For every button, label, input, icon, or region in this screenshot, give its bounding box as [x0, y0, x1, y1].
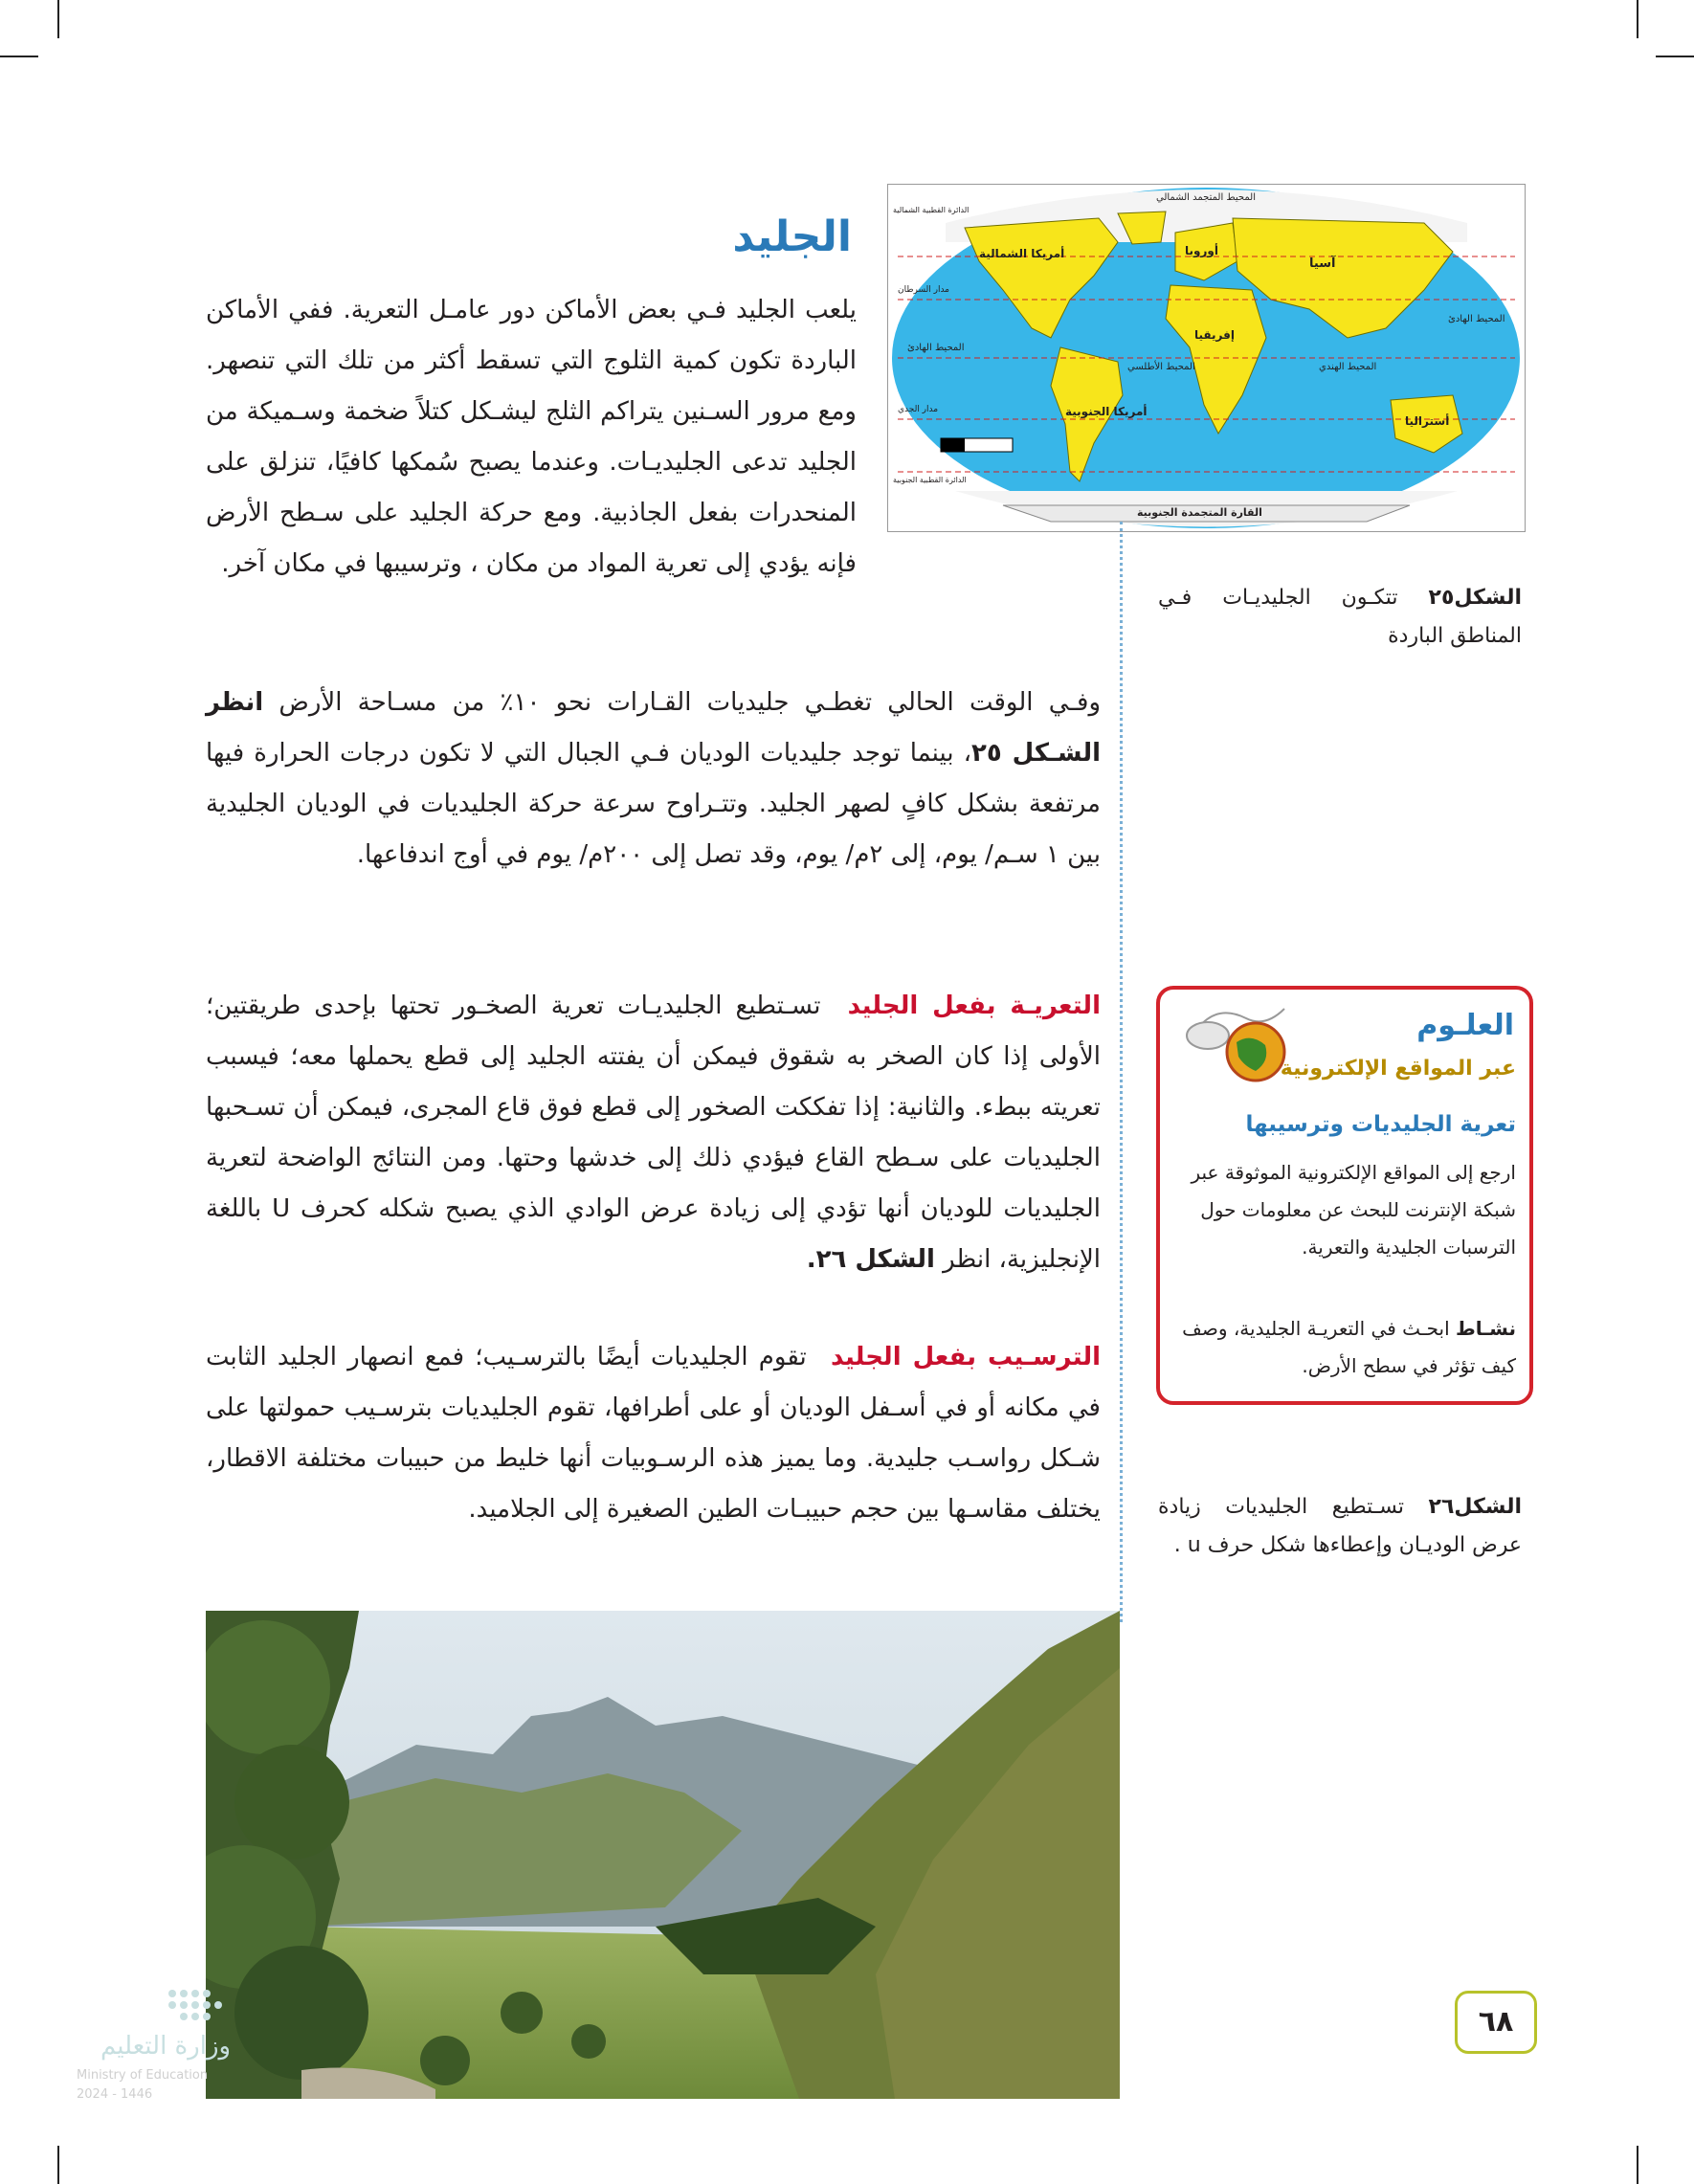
- map-label-antarctic-circle: الدائرة القطبية الجنوبية: [893, 476, 967, 484]
- erosion-text: تسـتطيع الجليديـات تعرية الصخـور تحتها بإحدى طريقتين؛ الأولى إذا كان الصخر به شقوق فيمكن أن يفتته الجليد إلى قطع يحملها معه؛ فيسبب تعريته ببطء. والثانية: إذا تفككت الصخور إلى قطع فوق قاع المجرى، فيمكن أن تسـحبها الجليديات على سـطح القاع فيؤدي ذلك إلى خدشها وحتها. ومن النتائج الواضحة لتعرية الجليديات للوديان أنها تؤدي إلى زيادة عرض الوادي الذي يصبح شكله كحرف U باللغة الإنجليزية، انظر: [206, 992, 1101, 1274]
- mouse-globe-icon: [1179, 999, 1294, 1085]
- figure-26-text: تسـتطيع الجليديات زيادة عرض الوديـان وإعطاءها شكل حرف u .: [1158, 1495, 1522, 1557]
- figure-26-label: الشكل٢٦: [1428, 1495, 1522, 1519]
- map-label-tropic-cancer: مدار السرطان: [898, 285, 950, 295]
- map-label-europe: أوروبا: [1185, 244, 1218, 257]
- column-divider: [1120, 522, 1123, 1622]
- glaciers-coverage-paragraph: [206, 678, 1101, 880]
- ministry-logo: [48, 1986, 239, 2110]
- deposition-heading: الترسـيب بفعل الجليد: [830, 1343, 1102, 1371]
- figure-25-label: الشكل٢٥: [1428, 586, 1522, 610]
- map-label-arctic-circle: الدائرة القطبية الشمالية: [893, 206, 970, 214]
- map-label-pacific-east: المحيط الهادئ: [1448, 314, 1505, 324]
- activity-label: نشـاط: [1456, 1317, 1516, 1340]
- map-label-indian: المحيط الهندي: [1319, 362, 1377, 372]
- figure-25-ref: انظر الشـكل ٢٥: [206, 688, 1101, 768]
- deposition-text: تقوم الجليديات أيضًا بالترسـيب؛ فمع انصهار الجليد الثابت في مكانه أو في أسـفل الوديان أو على أطرافها، تقوم الجليديات بترسـيب حمولتها على شـكل رواسـب جليدية. وما يميز هذه الرسـوبيات أنها خليط من حبيبات مختلفة الاقطار، يختلف مقاسـها بين حجم حبيبـات الطين الصغيرة إلى الجلاميد.: [206, 1343, 1101, 1524]
- deposition-paragraph: [206, 1332, 1101, 1535]
- map-label-atlantic: المحيط الأطلسي: [1127, 362, 1195, 372]
- map-label-australia: أستراليا: [1405, 414, 1450, 428]
- crop-mark: [0, 56, 38, 57]
- brand-bottom-text: عبر المواقع الإلكترونية: [1280, 1057, 1516, 1081]
- erosion-paragraph: [206, 981, 1101, 1285]
- map-label-pacific-west: المحيط الهادئ: [907, 343, 965, 353]
- para2-part-b: ، بينما توجد جليديات الوديان فـي الجبال التي لا تكون درجات الحرارة فيها مرتفعة بشكل كافٍ لصهر الجليد. وتتـراوح سرعة حركة الجليديات في الوديان الجليدية بين ١ سـم/ يوم، إلى ٢م/ يوم، وقد تصل إلى ٢٠٠م/ يوم في أوج اندفاعها.: [206, 739, 1101, 869]
- sidebox-activity: [1173, 1310, 1516, 1385]
- crop-mark: [57, 2146, 59, 2184]
- para2-part-a: وفـي الوقت الحالي تغطـي جليديات القـارات نحو ١٠٪ من مسـاحة الأرض: [279, 688, 1102, 717]
- figure-25-text: تتكـون الجليديـات فـي المناطق الباردة: [1158, 586, 1522, 648]
- map-label-antarctica: القارة المتجمدة الجنوبية: [1137, 506, 1262, 519]
- map-label-south-america: أمريكا الجنوبية: [1065, 405, 1148, 418]
- map-label-africa: إفريقيا: [1194, 328, 1235, 342]
- crop-mark: [1637, 2146, 1638, 2184]
- sidebox-text: ارجع إلى المواقع الإلكترونية الموثوقة عبر شبكة الإنترنت للبحث عن معلومات حول الترسبات الجليدية والتعرية.: [1191, 1161, 1516, 1259]
- intro-paragraph: يلعب الجليد فـي بعض الأماكن دور عامـل التعرية. ففي الأماكن الباردة تكون كمية الثلوج التي تسقط أكثر من تلك التي تنصهر. ومع مرور السـنين يتراكم الثلج ليشـكل كتلاً ضخمة وسـميكة من الجليد تدعى الجليديـات. وعندما يصبح سُمكها كافيًا، تنزلق على المنحدرات بفعل الجاذبية. ومع حركة الجليد على سـطح الأرض فإنه يؤدي إلى تعرية المواد من مكان ، وترسيبها في مكان آخر.: [206, 296, 857, 578]
- sidebox-heading: تعرية الجليديات وترسيبها: [1245, 1112, 1516, 1137]
- ministry-arabic-name: وزارة التعليم: [100, 2032, 232, 2061]
- section-title: الجليد: [732, 212, 852, 261]
- map-label-north-america: أمريكا الشمالية: [979, 247, 1065, 260]
- u-shaped-valley-photo: [206, 1611, 1120, 2099]
- figure-25-caption: [1158, 579, 1522, 656]
- crop-mark: [57, 0, 59, 38]
- map-label-asia: آسيا: [1309, 256, 1336, 271]
- world-map-figure: [887, 184, 1526, 532]
- crop-mark: [1637, 0, 1638, 38]
- activity-text: ابحـث في التعريـة الجليدية، وصف كيف تؤثر في سطح الأرض.: [1182, 1317, 1516, 1377]
- page-number: ٦٨: [1455, 1991, 1537, 2054]
- science-online-box: [1156, 986, 1533, 1405]
- figure-26-ref: الشكل ٢٦.: [806, 1245, 935, 1274]
- ministry-english-name: Ministry of Education: [77, 2068, 209, 2083]
- ministry-dots-icon: [163, 1986, 230, 2029]
- map-label-tropic-capricorn: مدار الجدي: [898, 405, 939, 414]
- erosion-heading: التعريـة بفعل الجليد: [847, 992, 1101, 1020]
- ministry-year: 2024 - 1446: [77, 2087, 153, 2102]
- map-label-arctic: المحيط المتجمد الشمالي: [1156, 192, 1256, 203]
- brand-top-text: العلـوم: [1416, 1009, 1514, 1042]
- crop-mark: [1656, 56, 1694, 57]
- figure-26-caption: [1158, 1488, 1522, 1565]
